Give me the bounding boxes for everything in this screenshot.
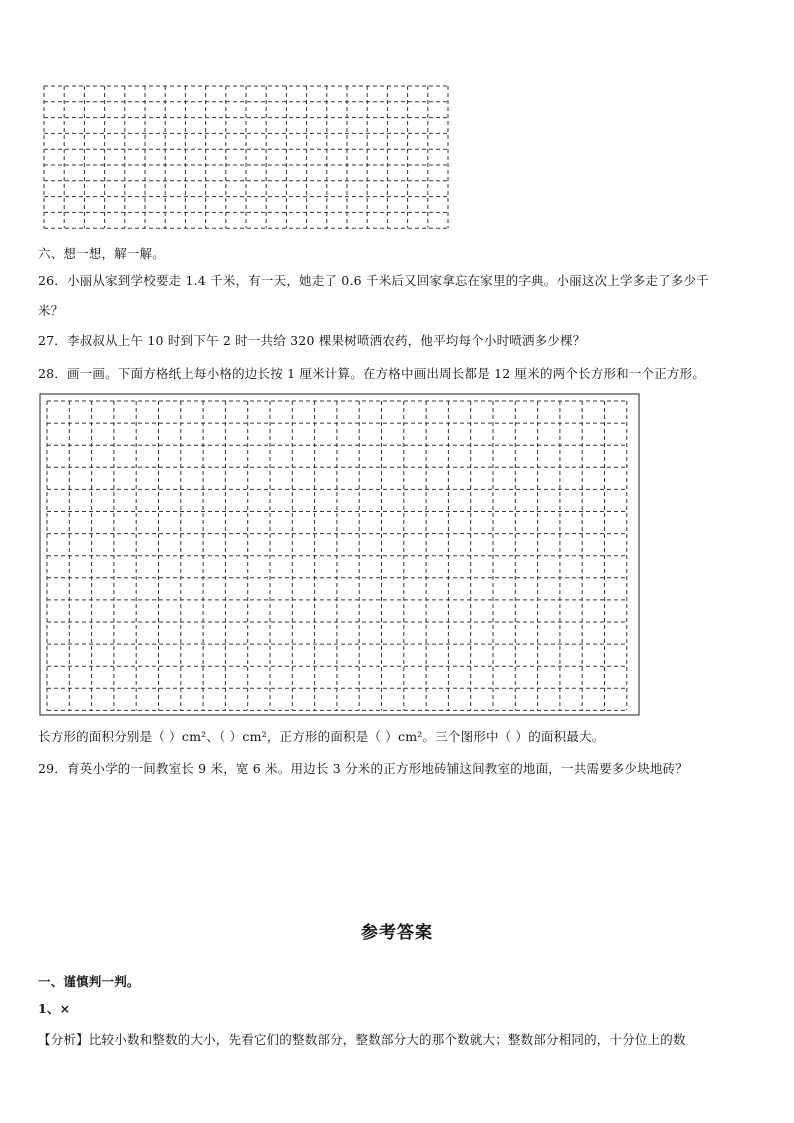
question-27: 27．李叔叔从上午 10 时到下午 2 时一共给 320 棵果树喷洒农药，他平均每个小时喷洒多少棵？ bbox=[38, 333, 586, 348]
answers-item-1: 1、× bbox=[38, 1001, 71, 1016]
section6-heading: 六、想一想，解一解。 bbox=[38, 246, 166, 261]
question-28-answer-line: 长方形的面积分别是（ ）cm²、（ ）cm²，正方形的面积是（ ）cm²。三个图形中（ ）的面积最大。 bbox=[38, 729, 605, 744]
question-26-line2: 米？ bbox=[38, 303, 64, 318]
question-26-line1: 26．小丽从家到学校要走 1.4 千米，有一天，她走了 0.6 千米后又回家拿忘在家里的字典。小丽这次上学多走了多少千 bbox=[38, 273, 709, 288]
question-29: 29．育英小学的一间教室长 9 米，宽 6 米。用边长 3 分米的正方形地砖铺这间教室的地面，一共需要多少块地砖？ bbox=[38, 761, 689, 776]
top-dashed-grid bbox=[38, 84, 454, 232]
answers-section1: 一、谨慎判一判。 bbox=[38, 974, 140, 989]
answers-analysis: 【分析】比较小数和整数的大小，先看它们的整数部分，整数部分大的那个数就大；整数部分相同的，十分位上的数 bbox=[38, 1032, 686, 1047]
question-28: 28．画一画。下面方格纸上每小格的边长按 1 厘米计算。在方格中画出周长都是 12 厘米的两个长方形和一个正方形。 bbox=[38, 366, 706, 381]
q28-grid-paper bbox=[39, 393, 641, 717]
answers-title: 参考答案 bbox=[361, 923, 433, 943]
